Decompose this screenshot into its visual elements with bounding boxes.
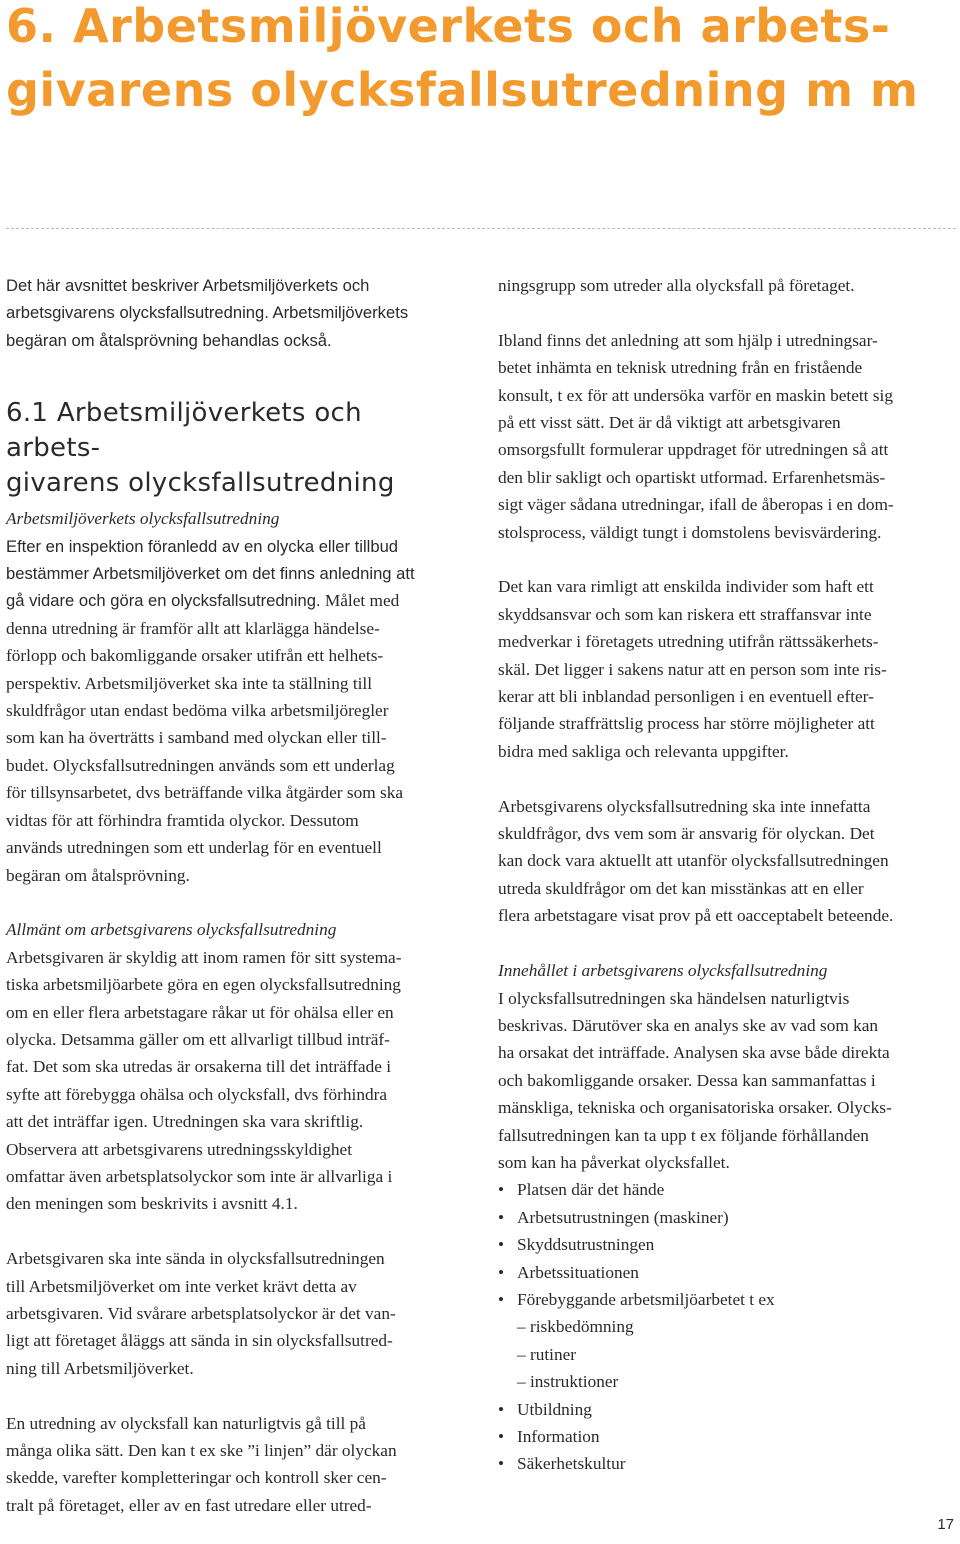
list-item: • Skyddsutrustningen — [498, 1231, 954, 1258]
sub-list-item: – riskbedömning — [517, 1317, 634, 1337]
text-line: på ett visst sätt. Det är då viktigt att arbetsgivaren — [498, 413, 841, 433]
text-line: betet inhämta en teknisk utredning från en fristående — [498, 358, 863, 378]
paragraph-sanda-in — [6, 1245, 462, 1382]
list-item: • Arbetssituationen — [498, 1259, 954, 1286]
intro-line: arbetsgivarens olycksfallsutredning. Arbetsmiljöverkets — [6, 303, 409, 323]
text-line: medverkar i företagets utredning utifrån rättssäkerhets- — [498, 632, 879, 652]
text-line: bidra med sakliga och relevanta uppgifter. — [498, 741, 789, 761]
list-item: • Information — [498, 1423, 954, 1450]
list-item: • Utbildning — [498, 1396, 954, 1423]
text-line: arbetsgivaren. Vid svårare arbetsplatsolyckor är det van- — [6, 1303, 396, 1323]
text-line: Målet med — [320, 591, 400, 611]
text-line: Observera att arbetsgivarens utredningsskyldighet — [6, 1139, 353, 1159]
text-line: beskrivas. Därutöver ska en analys ske av vad som kan — [498, 1015, 879, 1035]
text-line: olycka. Detsamma gäller om ett allvarligt tillbud inträf- — [6, 1029, 390, 1049]
text-line: den blir sakligt och opartiskt utformad. Erfarenhetsmäs- — [498, 467, 886, 487]
paragraph-utredning-satt — [6, 1410, 462, 1520]
text-line: ning till Arbetsmiljöverket. — [6, 1358, 194, 1378]
section-heading-line: 6.1 Arbetsmiljöverkets och arbets- — [6, 398, 362, 464]
paragraph-skyddsansvar — [498, 573, 954, 765]
text-line: skuldfrågor utan endast bedöma vilka arbetsmiljöregler — [6, 701, 389, 721]
text-line: vidtas för att förhindra framtida olyckor. Dessutom — [6, 810, 359, 830]
right-column — [498, 272, 954, 1478]
text-line: förlopp och bakomliggande orsaker utifrån ett helhets- — [6, 646, 384, 666]
paragraph-utredning — [6, 533, 462, 889]
text-line: fallsutredningen kan ta upp t ex följande förhållanden — [498, 1125, 869, 1145]
left-column — [6, 272, 462, 1519]
section-heading — [6, 396, 462, 501]
text-line: kerar att bli inblandad personligen i en eventuell efter- — [498, 687, 874, 707]
text-line: tralt på företaget, eller av en fast utredare eller utred- — [6, 1495, 372, 1515]
text-line: Ibland finns det anledning att som hjälp i utredningsar- — [498, 330, 878, 350]
text-line: flera arbetstagare visat prov på ett oacceptabelt beteende. — [498, 906, 894, 926]
text-line: Arbetsgivaren är skyldig att inom ramen för sitt systema- — [6, 947, 402, 967]
text-line: skyddsansvar och som kan riskera ett straffansvar inte — [498, 604, 872, 624]
paragraph-allmant — [6, 944, 462, 1218]
text-line: denna utredning är framför allt att klarlägga händelse- — [6, 618, 380, 638]
text-line: fat. Det som ska utredas är orsakerna till det inträffade i — [6, 1057, 392, 1077]
text-line: den meningen som beskrivits i avsnitt 4.1. — [6, 1194, 298, 1214]
page-title — [6, 0, 956, 122]
text-line: skedde, varefter kompletteringar och kontroll sker cen- — [6, 1468, 387, 1488]
text-line: En utredning av olycksfall kan naturligtvis gå till på — [6, 1413, 366, 1433]
paragraph-teknisk-utredning — [498, 327, 954, 546]
text-line: utreda skuldfrågor om det kan misstänkas att en eller — [498, 878, 864, 898]
text-line: att det inträffar igen. Utredningen ska vara skriftlig. — [6, 1112, 364, 1132]
intro-line: Det här avsnittet beskriver Arbetsmiljöverkets och — [6, 276, 370, 295]
section-heading-line: givarens olycksfallsutredning — [6, 468, 395, 499]
page-number: 17 — [937, 1516, 954, 1533]
intro-line: begäran om åtalsprövning behandlas också. — [6, 330, 332, 350]
paragraph-skuldfragor — [498, 793, 954, 930]
text-line: och bakomliggande orsaker. Dessa kan sammanfattas i — [498, 1070, 876, 1090]
text-line: om en eller flera arbetstagare råkar ut för ohälsa eller en — [6, 1002, 394, 1022]
text-line: till Arbetsmiljöverket om inte verket krävt detta av — [6, 1276, 357, 1296]
text-line: tiska arbetsmiljöarbete göra en egen olycksfallsutredning — [6, 975, 401, 995]
text-line: Arbetsgivarens olycksfallsutredning ska inte innefatta — [498, 796, 871, 816]
text-line: många olika sätt. Den kan t ex ske ”i linjen” där olyckan — [6, 1440, 397, 1460]
paragraph-continuation — [498, 272, 954, 299]
text-line: begäran om åtalsprövning. — [6, 865, 190, 885]
paragraph-innehallet — [498, 985, 954, 1177]
text-line: skuldfrågor, dvs vem som är ansvarig för olyckan. Det — [498, 824, 875, 844]
text-line: följande straffrättslig process har större möjligheter att — [498, 714, 875, 734]
text-line: skäl. Det ligger i sakens natur att en person som inte ris- — [498, 659, 887, 679]
text-line: konsult, t ex för att undersöka varför en maskin betett sig — [498, 385, 893, 405]
subheading-arbetsmiljoverket: Arbetsmiljöverkets olycksfallsutredning — [6, 509, 280, 529]
text-line: gå vidare och göra en olycksfallsutredning. — [6, 591, 321, 611]
text-line: omsorgsfullt formulerar uppdraget för utredningen så att — [498, 440, 889, 460]
bullet-list — [498, 1176, 954, 1313]
text-line: ningsgrupp som utreder alla olycksfall på företaget. — [498, 276, 855, 295]
page-title-line: 6. Arbetsmiljöverkets och arbets- — [6, 0, 891, 53]
text-line: ligt att företaget åläggs att sända in sin olycksfallsutred- — [6, 1331, 393, 1351]
text-line: sigt väger sådana utredningar, ifall de åberopas i en dom- — [498, 495, 894, 515]
text-line: Efter en inspektion föranledd av en olycka eller tillbud — [6, 536, 399, 556]
text-line: syfte att förebygga ohälsa och olycksfall, dvs förhindra — [6, 1084, 388, 1104]
list-item: • Förebyggande arbetsmiljöarbetet t ex — [498, 1286, 954, 1313]
list-item: • Säkerhetskultur — [498, 1450, 954, 1477]
sub-list-item: – instruktioner — [517, 1372, 619, 1392]
text-line: Arbetsgivaren ska inte sända in olycksfallsutredningen — [6, 1249, 385, 1269]
text-line: Det kan vara rimligt att enskilda individer som haft ett — [498, 577, 874, 597]
text-line: mänskliga, tekniska och organisatoriska orsaker. Olycks- — [498, 1098, 892, 1118]
intro-paragraph — [6, 272, 462, 354]
sub-list — [498, 1313, 954, 1395]
page-title-line: givarens olycksfallsutredning m m — [6, 63, 919, 117]
text-line: används utredningen som ett underlag för en eventuell — [6, 838, 382, 858]
dashed-divider — [6, 228, 956, 229]
text-line: ha orsakat det inträffade. Analysen ska avse både direkta — [498, 1043, 890, 1063]
text-line: bestämmer Arbetsmiljöverket om det finns anledning att — [6, 564, 415, 584]
subheading-innehallet: Innehållet i arbetsgivarens olycksfallsutredning — [498, 961, 828, 981]
sub-list-item: – rutiner — [517, 1344, 577, 1364]
text-line: kan dock vara aktuellt att utanför olycksfallsutredningen — [498, 851, 889, 871]
text-line: stolsprocess, väldigt tungt i domstolens bevisvärdering. — [498, 522, 882, 542]
text-line: I olycksfallsutredningen ska händelsen naturligtvis — [498, 988, 850, 1008]
text-line: som kan ha påverkat olycksfallet. — [498, 1152, 730, 1172]
text-line: perspektiv. Arbetsmiljöverket ska inte ta ställning till — [6, 673, 373, 693]
subheading-allmant: Allmänt om arbetsgivarens olycksfallsutredning — [6, 920, 337, 940]
text-line: omfattar även arbetsplatsolyckor som inte är allvarliga i — [6, 1166, 393, 1186]
list-item: • Platsen där det hände — [498, 1176, 954, 1203]
text-line: budet. Olycksfallsutredningen används som ett underlag — [6, 755, 395, 775]
text-line: för tillsynsarbetet, dvs beträffande vilka åtgärder som ska — [6, 783, 404, 803]
text-line: som kan ha överträtts i samband med olyckan eller till- — [6, 728, 387, 748]
bullet-list — [498, 1396, 954, 1478]
list-item: • Arbetsutrustningen (maskiner) — [498, 1204, 954, 1231]
